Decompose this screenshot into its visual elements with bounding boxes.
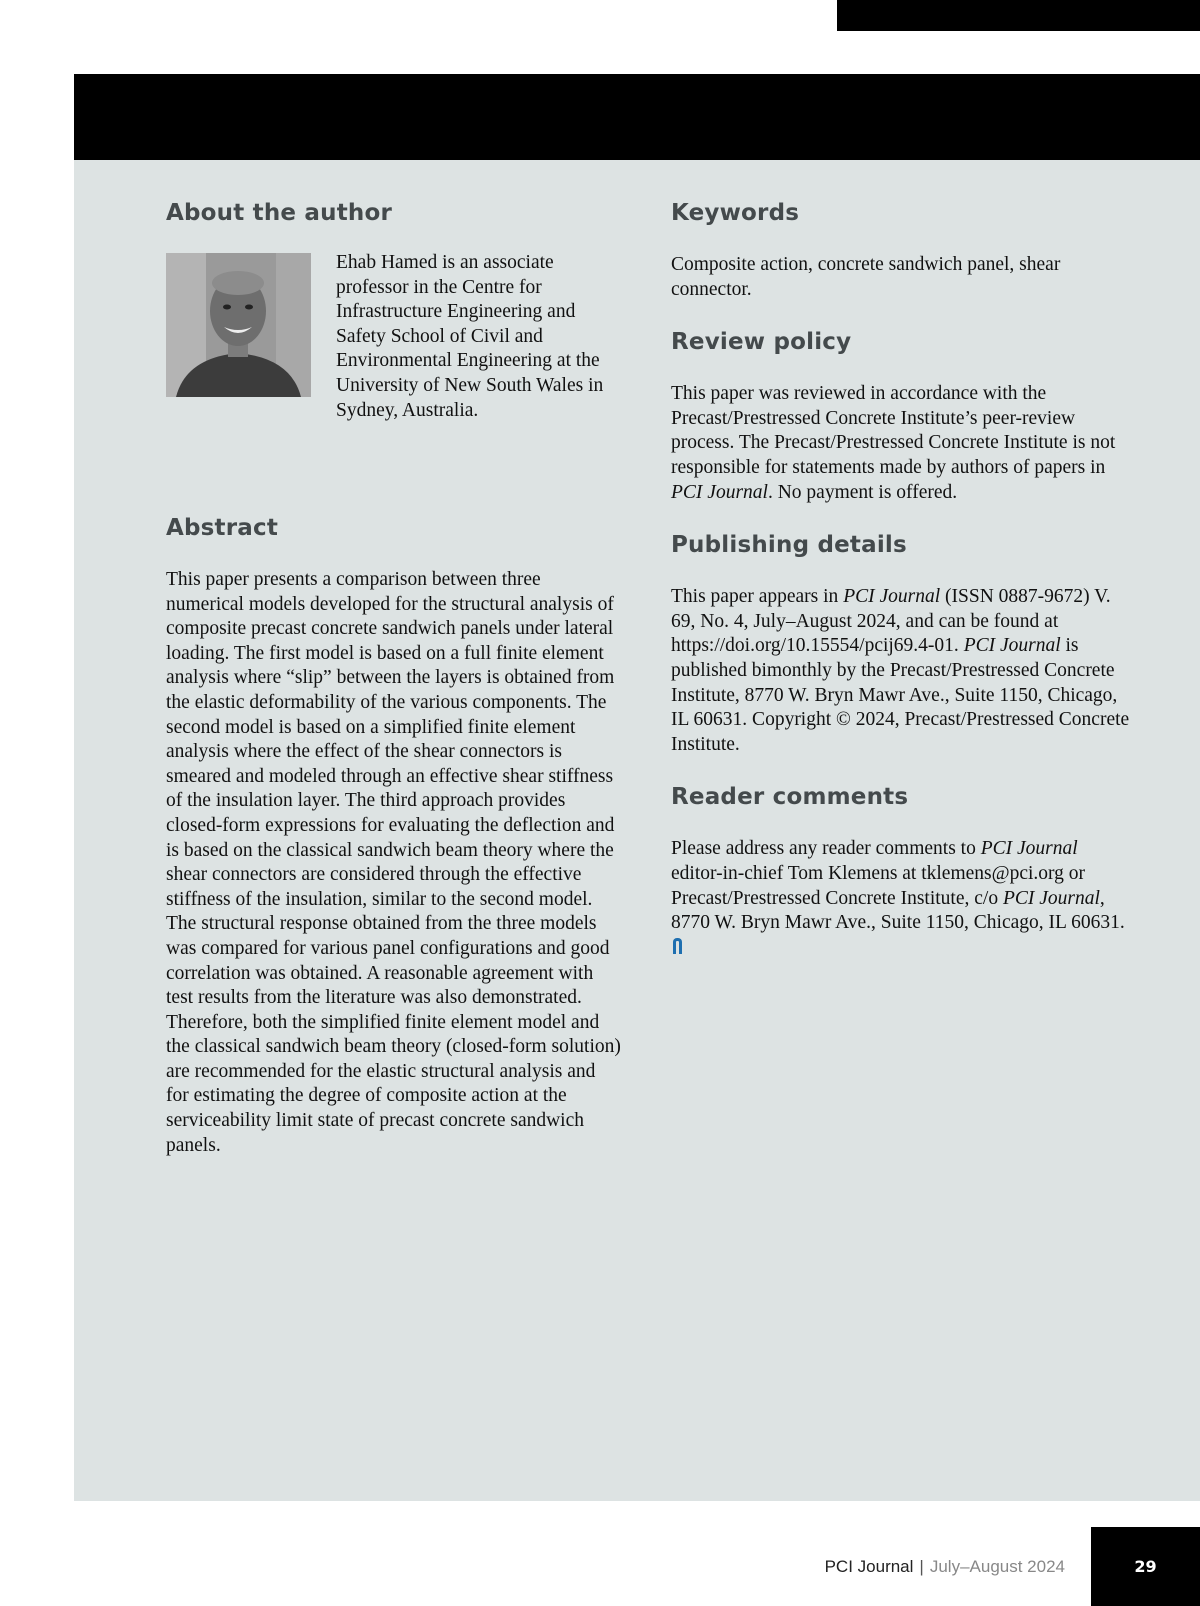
abstract-heading: Abstract bbox=[166, 515, 279, 541]
page-number-box bbox=[1091, 1527, 1200, 1606]
review-policy-text bbox=[671, 382, 1131, 505]
journal-name: PCI Journal bbox=[843, 586, 941, 608]
publishing-details-heading: Publishing details bbox=[671, 532, 907, 559]
publishing-text-3: is published bimonthly by the Precast/Prestressed Concrete Institute, 8770 W. Bryn Mawr Ave., Suite 1150, Chicago, IL 60631. Copyright © 2024, Precast/Prestressed Concrete Institute. bbox=[671, 635, 1130, 755]
footer-separator: | bbox=[919, 1557, 924, 1576]
journal-name: PCI Journal bbox=[1002, 887, 1100, 909]
review-policy-heading: Review policy bbox=[671, 329, 852, 356]
comments-text-2: editor-in-chief Tom Klemens at tklemens@pci.org or Precast/Prestressed Concrete Institute, c/o bbox=[671, 862, 1086, 909]
journal-name: PCI Journal bbox=[963, 635, 1061, 657]
author-block bbox=[166, 251, 621, 441]
keywords-heading: Keywords bbox=[671, 200, 800, 226]
abstract-text: This paper presents a comparison between three numerical models developed for the structural analysis of composite precast concrete sandwich panels under lateral loading. The first model is based on a full finite element analysis where “slip” between the layers is obtained from the elastic deformability of the various components. The second model is based on a simplified finite element analysis where the effect of the shear connectors is smeared and modeled through an effective shear stiffness of the insulation layer. The third approach provides closed-form expressions for evaluating the deflection and is based on the classical sandwich beam theory where the shear connectors are considered through the effective stiffness of the insulation, similar to the second model. The structural response obtained from the three models was compared for various panel configurations and good correlation was obtained. A reasonable agreement with test results from the literature was also demonstrated. Therefore, both the simplified finite element model and the classical sandwich beam theory (closed-form solution) are recommended for the elastic structural analysis and for estimating the degree of composite action at the serviceability limit state of precast concrete sandwich panels. bbox=[166, 569, 621, 1156]
comments-text-3: , 8770 W. Bryn Mawr Ave., Suite 1150, Chicago, IL 60631. bbox=[671, 887, 1125, 934]
publishing-details-text bbox=[671, 585, 1131, 757]
end-of-article-icon bbox=[673, 938, 682, 954]
right-column bbox=[671, 195, 1131, 960]
reader-comments-heading: Reader comments bbox=[671, 784, 909, 811]
about-author-heading: About the author bbox=[166, 200, 393, 226]
reader-comments-text bbox=[671, 837, 1131, 960]
journal-name: PCI Journal bbox=[980, 838, 1078, 860]
left-column bbox=[166, 195, 621, 1158]
author-photo bbox=[166, 253, 311, 397]
footer-journal: PCI Journal bbox=[824, 1557, 914, 1576]
publishing-text-2: (ISSN 0887-9672) V. 69, No. 4, July–August 2024, and can be found at https://doi.org/10.15554/pcij69.4-01. bbox=[671, 586, 1111, 657]
comments-text-1: Please address any reader comments to bbox=[671, 838, 981, 860]
header-band bbox=[74, 74, 1200, 160]
running-footer bbox=[825, 1557, 1065, 1577]
journal-name: PCI Journal bbox=[671, 481, 768, 503]
keywords-text: Composite action, concrete sandwich panel, shear connector. bbox=[671, 254, 1061, 300]
page-number: 29 bbox=[1134, 1557, 1157, 1576]
footer-issue-date: July–August 2024 bbox=[929, 1557, 1065, 1576]
review-text-2: . No payment is offered. bbox=[767, 481, 958, 503]
publishing-text-1: This paper appears in bbox=[671, 586, 844, 608]
top-corner-tab bbox=[837, 0, 1200, 31]
author-bio: Ehab Hamed is an associate professor in the Centre for Infrastructure Engineering and Safety School of Civil and Environmental Engineering at the University of New South Wales in Sydney, Australia. bbox=[336, 252, 604, 421]
review-text-1: This paper was reviewed in accordance with the Precast/Prestressed Concrete Institute’s peer-review process. The Precast/Prestressed Concrete Institute is not responsible for statements made by authors of papers in bbox=[671, 383, 1116, 478]
